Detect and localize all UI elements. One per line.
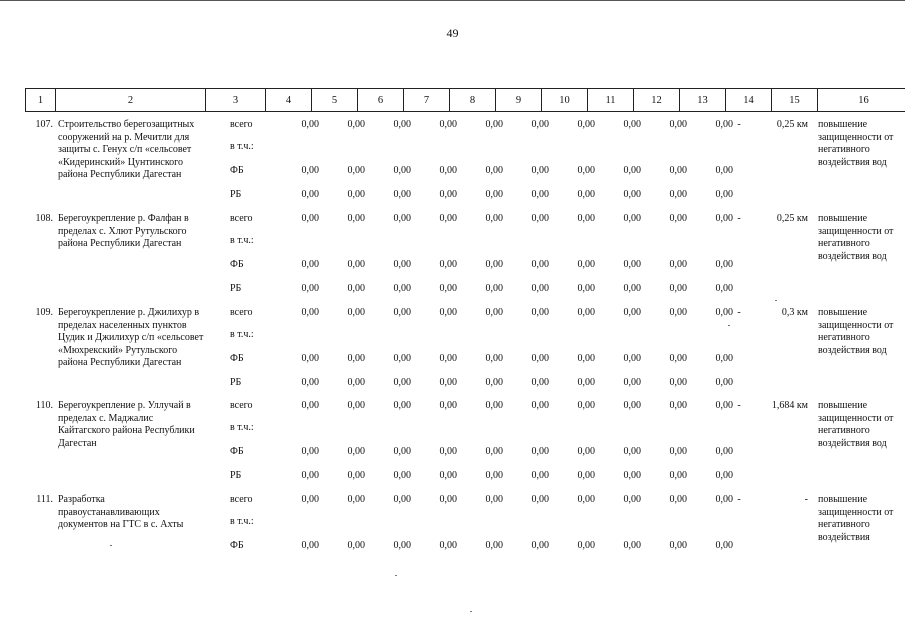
value-cell: 0,00 (347, 494, 365, 505)
value-cell: 0,00 (577, 283, 595, 294)
row-measure: - (804, 494, 808, 505)
value-cell: 0,00 (393, 470, 411, 481)
value-cell: 0,00 (301, 213, 319, 224)
value-cell: 0,00 (393, 377, 411, 388)
value-cell: 0,00 (623, 494, 641, 505)
column-header-7: 7 (404, 89, 450, 112)
row-measure: 0,3 км (781, 307, 808, 318)
value-cell: 0,00 (393, 307, 411, 318)
column-header-5: 5 (312, 89, 358, 112)
row-line-label: РБ (230, 377, 242, 388)
row-line-label: в т.ч.: (230, 516, 254, 527)
value-cell: 0,00 (439, 307, 457, 318)
value-cell: 0,00 (531, 494, 549, 505)
value-cell: 0,00 (439, 353, 457, 364)
value-cell: 0,00 (669, 165, 687, 176)
value-cell: 0,00 (623, 213, 641, 224)
value-cell: 0,00 (439, 377, 457, 388)
value-cell: 0,00 (623, 307, 641, 318)
row-line-label: всего (230, 494, 253, 505)
value-cell: 0,00 (531, 259, 549, 270)
value-cell: 0,00 (623, 165, 641, 176)
column-header-3: 3 (206, 89, 266, 112)
value-cell: 0,00 (439, 446, 457, 457)
row-line-label: в т.ч.: (230, 422, 254, 433)
value-cell: 0,00 (531, 377, 549, 388)
value-cell: 0,00 (623, 259, 641, 270)
value-cell: 0,00 (485, 377, 503, 388)
value-cell: 0,00 (347, 259, 365, 270)
value-cell: 0,00 (439, 259, 457, 270)
value-cell: 0,00 (485, 470, 503, 481)
value-cell: 0,00 (577, 540, 595, 551)
value-cell: 0,00 (531, 189, 549, 200)
column-header-12: 12 (634, 89, 680, 112)
column-header-8: 8 (450, 89, 496, 112)
value-cell: 0,00 (623, 353, 641, 364)
value-cell: 0,00 (669, 259, 687, 270)
value-cell: 0,00 (531, 353, 549, 364)
value-cell: 0,00 (531, 307, 549, 318)
value-cell: 0,00 (531, 540, 549, 551)
value-cell: 0,00 (669, 119, 687, 130)
scan-speck (395, 575, 397, 576)
row-result: повышение защищенности от негативного воздействия вод (818, 307, 894, 356)
value-cell: 0,00 (301, 494, 319, 505)
value-cell: 0,00 (623, 470, 641, 481)
row-line-label: ФБ (230, 165, 244, 176)
row-result: повышение защищенности от негативного воздействия (818, 494, 894, 543)
value-cell: 0,00 (669, 540, 687, 551)
value-cell: 0,00 (347, 377, 365, 388)
value-cell: 0,00 (393, 213, 411, 224)
value-cell: 0,00 (347, 353, 365, 364)
value-cell: 0,00 (715, 540, 733, 551)
value-cell: 0,00 (669, 283, 687, 294)
row-line-label: всего (230, 213, 253, 224)
value-cell: 0,00 (669, 400, 687, 411)
value-cell: 0,00 (715, 307, 733, 318)
column-header-4: 4 (266, 89, 312, 112)
value-cell: 0,00 (623, 446, 641, 457)
row-dash: - (737, 307, 741, 318)
value-cell: 0,00 (577, 165, 595, 176)
value-cell: 0,00 (669, 377, 687, 388)
value-cell: 0,00 (715, 165, 733, 176)
value-cell: 0,00 (715, 470, 733, 481)
value-cell: 0,00 (301, 119, 319, 130)
column-header-1: 1 (26, 89, 56, 112)
value-cell: 0,00 (531, 165, 549, 176)
row-line-label: ФБ (230, 259, 244, 270)
value-cell: 0,00 (301, 189, 319, 200)
value-cell: 0,00 (715, 259, 733, 270)
scan-speck (470, 611, 472, 612)
value-cell: 0,00 (715, 119, 733, 130)
value-cell: 0,00 (577, 470, 595, 481)
row-name: Строительство берегозащитных сооружений на р. Мечитли для защиты с. Генух с/п «сельсовет «Кидеринский» Цунтинского района Республики Дагестан (58, 119, 195, 180)
value-cell: 0,00 (623, 540, 641, 551)
column-header-11: 11 (588, 89, 634, 112)
value-cell: 0,00 (715, 400, 733, 411)
value-cell: 0,00 (577, 307, 595, 318)
scan-speck (775, 300, 777, 301)
value-cell: 0,00 (347, 119, 365, 130)
value-cell: 0,00 (577, 213, 595, 224)
value-cell: 0,00 (347, 446, 365, 457)
value-cell: 0,00 (531, 470, 549, 481)
value-cell: 0,00 (715, 377, 733, 388)
scan-speck (728, 325, 730, 326)
row-line-label: всего (230, 119, 253, 130)
row-result: повышение защищенности от негативного воздействия вод (818, 400, 894, 449)
value-cell: 0,00 (577, 119, 595, 130)
value-cell: 0,00 (485, 119, 503, 130)
column-header-table (25, 88, 905, 112)
row-measure: 0,25 км (776, 213, 808, 224)
value-cell: 0,00 (485, 494, 503, 505)
value-cell: 0,00 (301, 353, 319, 364)
scan-speck (110, 545, 112, 546)
value-cell: 0,00 (347, 470, 365, 481)
row-line-label: РБ (230, 189, 242, 200)
value-cell: 0,00 (439, 470, 457, 481)
value-cell: 0,00 (301, 540, 319, 551)
value-cell: 0,00 (577, 377, 595, 388)
value-cell: 0,00 (347, 165, 365, 176)
row-number: 109. (35, 307, 53, 318)
value-cell: 0,00 (347, 307, 365, 318)
value-cell: 0,00 (439, 494, 457, 505)
value-cell: 0,00 (623, 377, 641, 388)
value-cell: 0,00 (485, 283, 503, 294)
value-cell: 0,00 (301, 470, 319, 481)
value-cell: 0,00 (393, 189, 411, 200)
value-cell: 0,00 (577, 494, 595, 505)
value-cell: 0,00 (393, 540, 411, 551)
row-name: Берегоукрепление р. Уллучай в пределах с. Маджалис Кайтагского района Республики Дагестан (58, 400, 195, 449)
value-cell: 0,00 (347, 213, 365, 224)
value-cell: 0,00 (669, 307, 687, 318)
row-name: Берегоукрепление р. Джилихур в пределах населенных пунктов Цудик и Джилихур с/п «сельсовет «Мюхрекский» Рутульского района Республики Дагестан (58, 307, 204, 368)
column-header-14: 14 (726, 89, 772, 112)
row-line-label: всего (230, 307, 253, 318)
value-cell: 0,00 (623, 119, 641, 130)
value-cell: 0,00 (715, 494, 733, 505)
value-cell: 0,00 (485, 307, 503, 318)
row-line-label: ФБ (230, 353, 244, 364)
value-cell: 0,00 (393, 353, 411, 364)
column-header-15: 15 (772, 89, 818, 112)
value-cell: 0,00 (301, 165, 319, 176)
value-cell: 0,00 (485, 259, 503, 270)
value-cell: 0,00 (485, 213, 503, 224)
row-number: 111. (36, 494, 53, 505)
value-cell: 0,00 (577, 446, 595, 457)
row-result: повышение защищенности от негативного воздействия вод (818, 213, 894, 262)
row-dash: - (737, 119, 741, 130)
value-cell: 0,00 (531, 283, 549, 294)
column-header-9: 9 (496, 89, 542, 112)
value-cell: 0,00 (301, 446, 319, 457)
row-line-label: всего (230, 400, 253, 411)
row-number: 108. (35, 213, 53, 224)
row-dash: - (737, 400, 741, 411)
value-cell: 0,00 (577, 259, 595, 270)
value-cell: 0,00 (669, 494, 687, 505)
value-cell: 0,00 (669, 213, 687, 224)
value-cell: 0,00 (393, 400, 411, 411)
row-result: повышение защищенности от негативного воздействия вод (818, 119, 894, 168)
row-line-label: ФБ (230, 446, 244, 457)
value-cell: 0,00 (393, 446, 411, 457)
value-cell: 0,00 (393, 259, 411, 270)
value-cell: 0,00 (623, 283, 641, 294)
value-cell: 0,00 (439, 165, 457, 176)
value-cell: 0,00 (393, 283, 411, 294)
value-cell: 0,00 (393, 165, 411, 176)
row-line-label: в т.ч.: (230, 235, 254, 246)
value-cell: 0,00 (485, 446, 503, 457)
value-cell: 0,00 (669, 353, 687, 364)
value-cell: 0,00 (347, 400, 365, 411)
row-name: Берегоукрепление р. Фалфан в пределах с. Хлют Рутульского района Республики Дагестан (58, 213, 189, 249)
value-cell: 0,00 (301, 377, 319, 388)
value-cell: 0,00 (393, 494, 411, 505)
value-cell: 0,00 (715, 283, 733, 294)
value-cell: 0,00 (531, 119, 549, 130)
value-cell: 0,00 (393, 119, 411, 130)
value-cell: 0,00 (485, 353, 503, 364)
value-cell: 0,00 (347, 540, 365, 551)
value-cell: 0,00 (439, 213, 457, 224)
value-cell: 0,00 (669, 470, 687, 481)
row-name: Разработка правоустанавливающих документов на ГТС в с. Ахты (58, 494, 184, 530)
value-cell: 0,00 (715, 353, 733, 364)
value-cell: 0,00 (485, 540, 503, 551)
value-cell: 0,00 (301, 283, 319, 294)
value-cell: 0,00 (623, 189, 641, 200)
value-cell: 0,00 (531, 213, 549, 224)
value-cell: 0,00 (347, 283, 365, 294)
value-cell: 0,00 (439, 540, 457, 551)
column-header-13: 13 (680, 89, 726, 112)
value-cell: 0,00 (301, 307, 319, 318)
value-cell: 0,00 (715, 446, 733, 457)
column-header-16: 16 (818, 89, 905, 112)
value-cell: 0,00 (669, 189, 687, 200)
top-border-line (0, 0, 905, 1)
value-cell: 0,00 (347, 189, 365, 200)
value-cell: 0,00 (485, 189, 503, 200)
row-number: 107. (35, 119, 53, 130)
value-cell: 0,00 (439, 119, 457, 130)
value-cell: 0,00 (301, 259, 319, 270)
column-header-2: 2 (56, 89, 206, 112)
column-header-10: 10 (542, 89, 588, 112)
value-cell: 0,00 (439, 400, 457, 411)
row-measure: 0,25 км (776, 119, 808, 130)
value-cell: 0,00 (531, 446, 549, 457)
row-dash: - (737, 213, 741, 224)
row-number: 110. (35, 400, 53, 411)
row-line-label: РБ (230, 283, 242, 294)
value-cell: 0,00 (715, 213, 733, 224)
row-line-label: в т.ч.: (230, 329, 254, 340)
value-cell: 0,00 (439, 189, 457, 200)
row-line-label: РБ (230, 470, 242, 481)
value-cell: 0,00 (485, 400, 503, 411)
value-cell: 0,00 (669, 446, 687, 457)
row-dash: - (737, 494, 741, 505)
value-cell: 0,00 (439, 283, 457, 294)
value-cell: 0,00 (577, 400, 595, 411)
row-line-label: ФБ (230, 540, 244, 551)
value-cell: 0,00 (715, 189, 733, 200)
page-number: 49 (446, 26, 459, 40)
value-cell: 0,00 (577, 353, 595, 364)
column-header-6: 6 (358, 89, 404, 112)
value-cell: 0,00 (623, 400, 641, 411)
row-line-label: в т.ч.: (230, 141, 254, 152)
value-cell: 0,00 (577, 189, 595, 200)
value-cell: 0,00 (301, 400, 319, 411)
value-cell: 0,00 (531, 400, 549, 411)
row-measure: 1,684 км (771, 400, 808, 411)
value-cell: 0,00 (485, 165, 503, 176)
